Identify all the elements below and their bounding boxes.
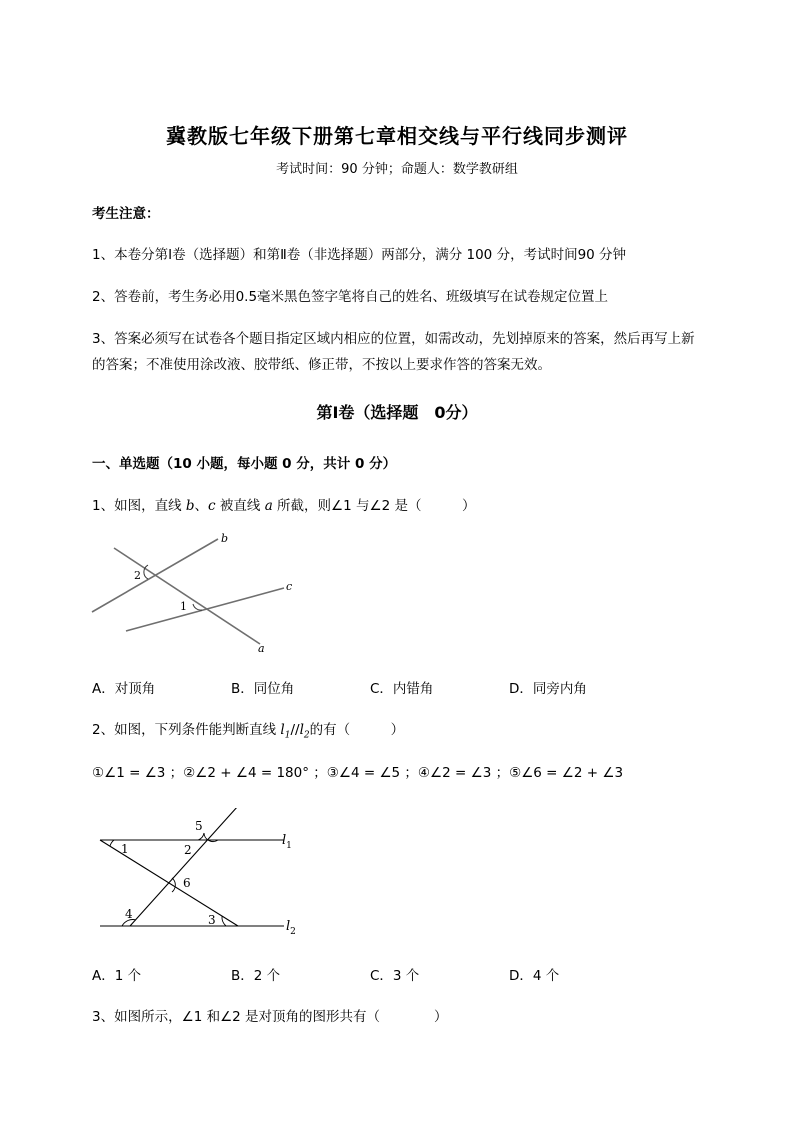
q1-fig-label-b: b xyxy=(221,532,229,545)
q2-fig-angle-4: 4 xyxy=(125,907,133,921)
q1-stem-mid: 被直线 xyxy=(215,498,265,514)
q2-fig-angle-5: 5 xyxy=(195,819,203,833)
notice-item-3-cont: 的答案；不准使用涂改液、胶带纸、修正带，不按以上要求作答的答案无效。 xyxy=(92,357,551,373)
q2-stem-end: 的有（ ） xyxy=(309,722,405,738)
q2-option-a[interactable]: A．1 个 xyxy=(92,968,142,984)
notice-item-3: 3、答案必须写在试卷各个题目指定区域内相应的位置，如需改动，先划掉原来的答案，然后再写上新 xyxy=(92,331,695,347)
q2-l1: l xyxy=(280,722,285,738)
notice-item-1: 1、本卷分第Ⅰ卷（选择题）和第Ⅱ卷（非选择题）两部分，满分 100 分，考试时间90 分钟 xyxy=(92,247,627,263)
q2-option-b[interactable]: B．2 个 xyxy=(231,968,281,984)
q2-option-c[interactable]: C．3 个 xyxy=(370,968,420,984)
q1-option-b[interactable]: B．同位角 xyxy=(231,681,295,697)
q1-stem-end: 所截，则∠1 与∠2 是（ ） xyxy=(272,498,476,514)
q2-parallel: // xyxy=(290,722,300,738)
q2-stem-start: 2、如图，下列条件能判断直线 xyxy=(92,722,281,738)
q2-conditions: ①∠1 = ∠3 ；②∠2 + ∠4 = 180° ；③∠4 = ∠5 ；④∠2 = ∠3 ；⑤∠6 = ∠2 + ∠3 xyxy=(92,765,624,781)
question-2-stem xyxy=(92,718,404,741)
q2-fig-angle-6: 6 xyxy=(183,876,191,890)
q1-line-b: b xyxy=(185,498,195,514)
part-heading: 一、单选题（10 小题，每小题 0 分，共计 0 分） xyxy=(92,456,397,472)
q1-fig-label-a: a xyxy=(258,642,265,655)
question-1-stem xyxy=(92,494,476,514)
q2-l2-sub: 2 xyxy=(303,730,310,741)
q2-l1-sub: 1 xyxy=(284,730,291,741)
exam-info: 考试时间：90 分钟；命题人：数学教研组 xyxy=(276,162,518,177)
page-title: 冀教版七年级下册第七章相交线与平行线同步测评 xyxy=(166,124,628,148)
q2-fig-label-l2: $l_2$ xyxy=(286,919,296,937)
question-2-figure xyxy=(92,808,312,938)
q2-l2: l xyxy=(299,722,304,738)
q1-option-c[interactable]: C．内错角 xyxy=(370,681,434,697)
q2-option-d[interactable]: D．4 个 xyxy=(509,968,560,984)
question-1-figure xyxy=(88,528,308,658)
q1-sep: 、 xyxy=(194,498,209,514)
q2-fig-label-l1: $l_1$ xyxy=(282,833,292,851)
q1-fig-label-c: c xyxy=(286,580,293,593)
q2-fig-angle-3: 3 xyxy=(208,913,216,927)
q2-fig-angle-1: 1 xyxy=(121,842,129,856)
section-title: 第Ⅰ卷（选择题 0分） xyxy=(316,403,478,422)
q1-stem-start: 1、如图，直线 xyxy=(92,498,186,514)
q1-fig-angle-2: 2 xyxy=(134,569,141,582)
q2-fig-angle-2: 2 xyxy=(184,843,192,857)
notice-heading: 考生注意： xyxy=(92,206,160,222)
q1-option-d[interactable]: D．同旁内角 xyxy=(509,681,587,697)
question-3-stem: 3、如图所示，∠1 和∠2 是对顶角的图形共有（ ） xyxy=(92,1009,448,1025)
q1-line-c: c xyxy=(208,498,216,514)
q1-fig-angle-1: 1 xyxy=(180,600,187,613)
q1-option-a[interactable]: A．对顶角 xyxy=(92,681,156,697)
notice-item-2: 2、答卷前，考生务必用0.5毫米黑色签字笔将自己的姓名、班级填写在试卷规定位置上 xyxy=(92,289,609,305)
q1-line-a: a xyxy=(264,498,273,514)
